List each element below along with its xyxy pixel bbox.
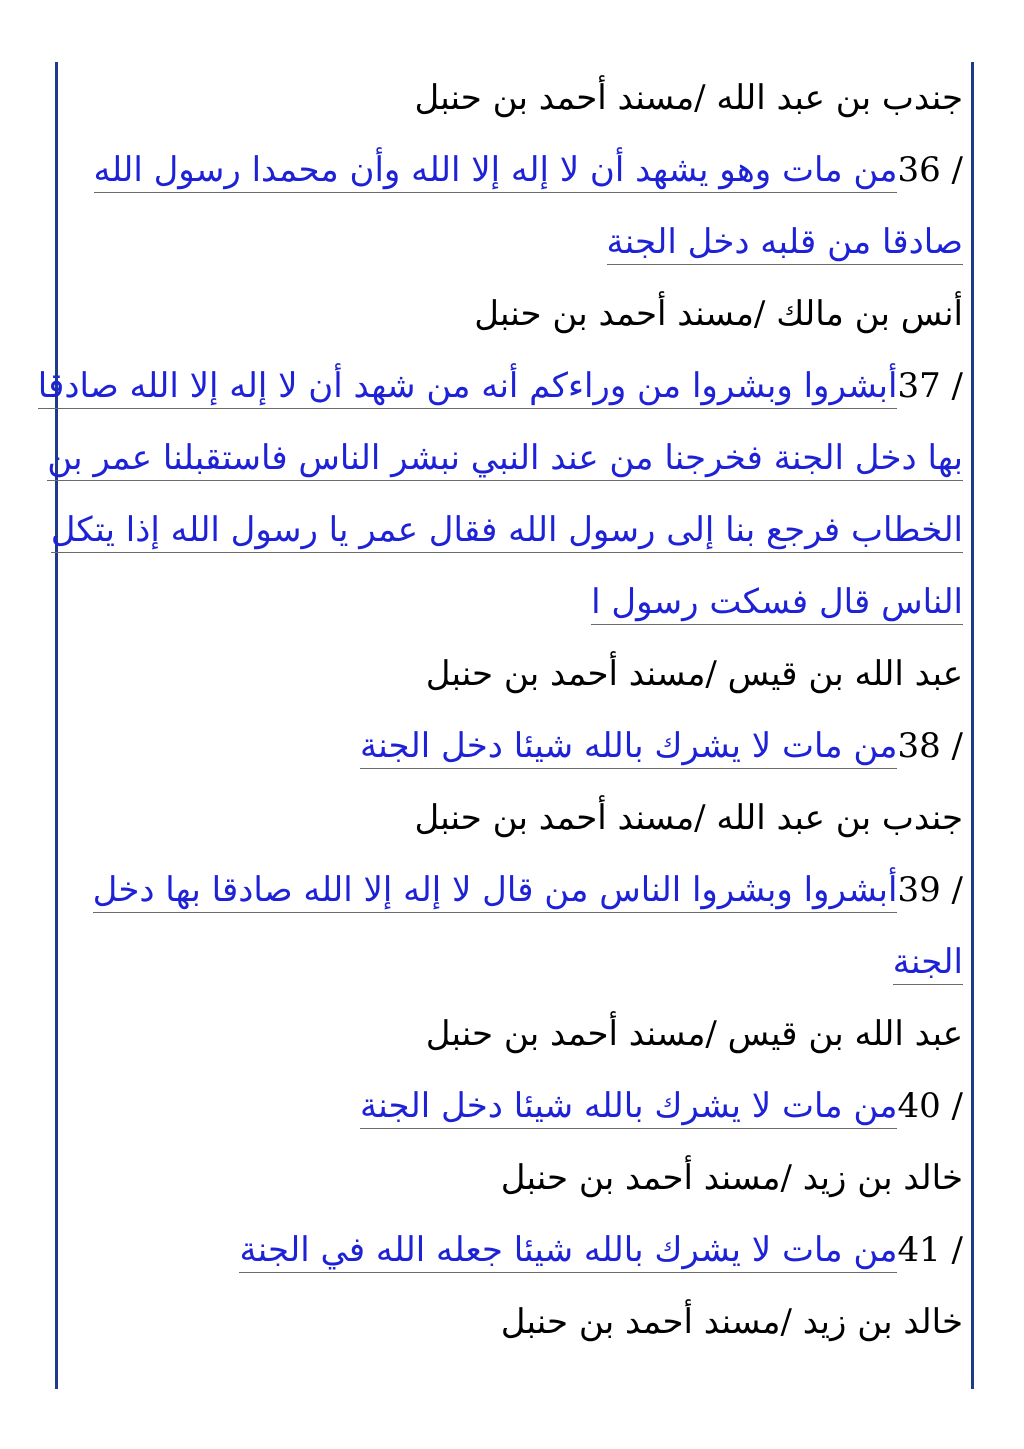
- narrator-line: عبد الله بن قيس /مسند أحمد بن حنبل: [425, 654, 963, 694]
- hadith-continuation: الناس قال فسكت رسول ا: [58, 566, 971, 638]
- hadith-text: من مات لا يشرك بالله شيئا دخل الجنة: [360, 726, 897, 769]
- hadith-text: أبشروا وبشروا الناس من قال لا إله إلا الله صادقا بها دخل: [93, 870, 898, 913]
- hadith-text: أبشروا وبشروا من وراءكم أنه من شهد أن لا إله إلا الله صادقا: [38, 366, 898, 409]
- hadith-line: [58, 134, 971, 206]
- hadith-line: [58, 1070, 971, 1142]
- hadith-line: [58, 854, 971, 926]
- narrator-line: جندب بن عبد الله /مسند أحمد بن حنبل: [414, 798, 963, 838]
- narrator-line: خالد بن زيد /مسند أحمد بن حنبل: [500, 1158, 963, 1198]
- hadith-number: / 40: [897, 1086, 963, 1126]
- hadith-continuation: الخطاب فرجع بنا إلى رسول الله فقال عمر يا رسول الله إذا يتكل: [58, 494, 971, 566]
- hadith-number: / 38: [897, 726, 963, 766]
- narrator-line: عبد الله بن قيس /مسند أحمد بن حنبل: [425, 1014, 963, 1054]
- hadith-text: من مات وهو يشهد أن لا إله إلا الله وأن محمدا رسول الله: [94, 150, 898, 193]
- hadith-number: / 41: [897, 1230, 963, 1270]
- hadith-continuation: صادقا من قلبه دخل الجنة: [58, 206, 971, 278]
- page-frame: [37, 62, 974, 1389]
- hadith-continuation: بها دخل الجنة فخرجنا من عند النبي نبشر الناس فاستقبلنا عمر بن: [58, 422, 971, 494]
- hadith-continuation: الجنة: [58, 926, 971, 998]
- hadith-number: / 37: [897, 366, 963, 406]
- hadith-text: من مات لا يشرك بالله شيئا جعله الله في الجنة: [239, 1230, 897, 1273]
- hadith-number: / 39: [897, 870, 963, 910]
- narrator-line: أنس بن مالك /مسند أحمد بن حنبل: [474, 294, 963, 334]
- hadith-number: / 36: [897, 150, 963, 190]
- hadith-text: من مات لا يشرك بالله شيئا دخل الجنة: [360, 1086, 897, 1129]
- narrator-line: جندب بن عبد الله /مسند أحمد بن حنبل: [414, 78, 963, 118]
- narrator-line: خالد بن زيد /مسند أحمد بن حنبل: [500, 1302, 963, 1342]
- hadith-line: [37, 350, 971, 422]
- hadith-line: [58, 710, 971, 782]
- hadith-line: [58, 1214, 971, 1286]
